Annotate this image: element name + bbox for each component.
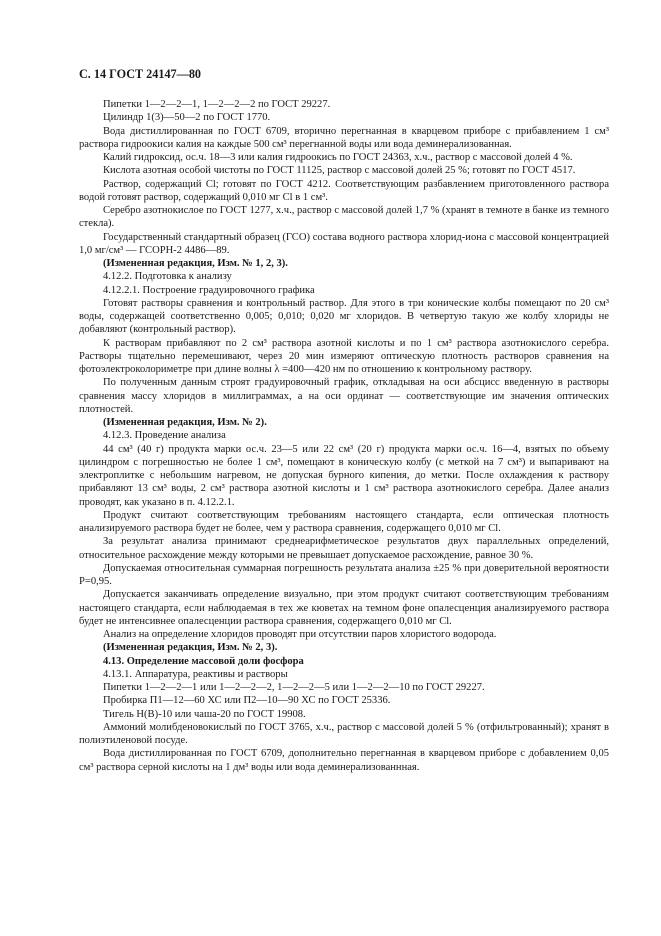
paragraph: Продукт считают соответствующим требованиям настоящего стандарта, если оптическая плотность анализируемого раствора будет не более, чем у раствора сравнения, содержащего 0,010 мг Cl. [79, 509, 609, 534]
paragraph: Цилиндр 1(3)—50—2 по ГОСТ 1770. [103, 112, 271, 124]
paragraph: 4.12.2.1. Построение градуировочного графика [103, 284, 315, 296]
paragraph: Допускается заканчивать определение визуально, при этом продукт считают соответствующим требованиям настоящего стандарта, если наблюдаемая в тех же кюветах на темном фоне опалесценция анализируемого раствора будет не интенсивнее опалесценции раствора сравнения, содержащего 0,010 мг Cl. [79, 589, 609, 627]
paragraph: Государственный стандартный образец (ГСО) состава водного раствора хлорид-иона с массовой концентрацией 1,0 мг/см³ — ГСОРН-2 4486—89. [79, 231, 609, 256]
paragraph: Пипетки 1—2—2—1, 1—2—2—2 по ГОСТ 29227. [103, 99, 331, 110]
document-body [79, 98, 609, 774]
paragraph: Калий гидроксид, ос.ч. 18—3 или калия гидроокись по ГОСТ 24363, х.ч., раствор с массовой долей 4 %. [103, 152, 573, 163]
paragraph: Тигель Н(В)-10 или чаша-20 по ГОСТ 19908. [103, 708, 306, 720]
paragraph: По полученным данным строят градуировочный график, откладывая на оси абсцисс введенную в растворы сравнения массу хлоридов в миллиграммах, а на оси ординат — соответствующие им значения оптических плотностей. [79, 377, 609, 415]
paragraph: 44 см³ (40 г) продукта марки ос.ч. 23—5 или 22 см³ (20 г) продукта марки ос.ч. 16—4, взятых по объему цилиндром с погрешностью не более 1 см³, помещают в коническую колбу (с меткой на 7 см³) и выпаривают на электроплитке с небольшим нагревом, не допуская бурного кипения, до метки. После охлаждения к раствору прибавляют 13 см³ воды, 2 см³ раствора азотной кислоты и 1 см³ раствора азотнокислого серебра. Далее анализ проводят, как указано в п. 4.12.2.1. [79, 443, 609, 508]
page-header: С. 14 ГОСТ 24147—80 [79, 67, 202, 81]
paragraph: Готовят растворы сравнения и контрольный раствор. Для этого в три конические колбы помещают по 20 см³ воды, содержащей соответственно 0,005; 0,010; 0,020 мг хлоридов. В четвертую такую же колбу хлориды не добавляют (контрольный раствор). [79, 297, 609, 336]
paragraph-bold: (Измененная редакция, Изм. № 2, 3). [103, 642, 278, 654]
paragraph: Кислота азотная особой чистоты по ГОСТ 11125, раствор с массовой долей 25 %; готовят по ГОСТ 4517. [103, 165, 576, 177]
paragraph: 4.12.3. Проведение анализа [103, 430, 226, 442]
paragraph: Пробирка П1—12—60 ХС или П2—10—90 ХС по ГОСТ 25336. [103, 695, 391, 707]
paragraph: Анализ на определение хлоридов проводят при отсутствии паров хлористого водорода. [103, 629, 497, 640]
paragraph: К растворам прибавляют по 2 см³ раствора азотной кислоты и по 1 см³ раствора азотнокислого серебра. Растворы тщательно перемешивают, через 20 мин измеряют оптическую плотность растворов сравнения на фотоэлектроколориметре при длине волны λ =400—420 нм по отношению к контрольному раствору. [79, 337, 609, 375]
paragraph: 4.12.2. Подготовка к анализу [103, 271, 232, 283]
paragraph: Пипетки 1—2—2—1 или 1—2—2—2, 1—2—2—5 или 1—2—2—10 по ГОСТ 29227. [103, 682, 485, 693]
paragraph: Вода дистиллированная по ГОСТ 6709, вторично перегнанная в кварцевом приборе с прибавлением 1 см³ раствора гидроокиси калия на каждые 500 см³ перегнанной воды или вода деминерализованная. [79, 125, 609, 150]
paragraph: Серебро азотнокислое по ГОСТ 1277, х.ч., раствор с массовой долей 1,7 % (хранят в темноте в банке из темного стекла). [79, 205, 609, 230]
paragraph-bold: (Измененная редакция, Изм. № 1, 2, 3). [103, 258, 288, 269]
paragraph: Допускаемая относительная суммарная погрешность результата анализа ±25 % при доверительной вероятности P=0,95. [79, 562, 609, 587]
paragraph: Вода дистиллированная по ГОСТ 6709, дополнительно перегнанная в кварцевом приборе с добавлением 0,05 см³ раствора серной кислоты на 1 дм³ воды или вода деминерализованнная. [79, 748, 609, 773]
paragraph: За результат анализа принимают среднеарифметическое результатов двух параллельных определений, относительное расхождение между которыми не превышает допускаемое расхождение, равное 30 %. [79, 536, 609, 561]
paragraph: Аммоний молибденовокислый по ГОСТ 3765, х.ч., раствор с массовой долей 5 % (отфильтрованный); хранят в полиэтиленовой посуде. [79, 721, 609, 746]
paragraph: Раствор, содержащий Cl; готовят по ГОСТ 4212. Соответствующим разбавлением приготовленного раствора водой готовят раствор, содержащий 0,010 мг Cl в 1 см³. [79, 178, 609, 203]
document-page [79, 67, 609, 774]
paragraph-bold: (Измененная редакция, Изм. № 2). [103, 417, 267, 428]
paragraph-bold: 4.13. Определение массовой доли фосфора [103, 655, 304, 667]
paragraph: 4.13.1. Аппаратура, реактивы и растворы [103, 668, 288, 680]
